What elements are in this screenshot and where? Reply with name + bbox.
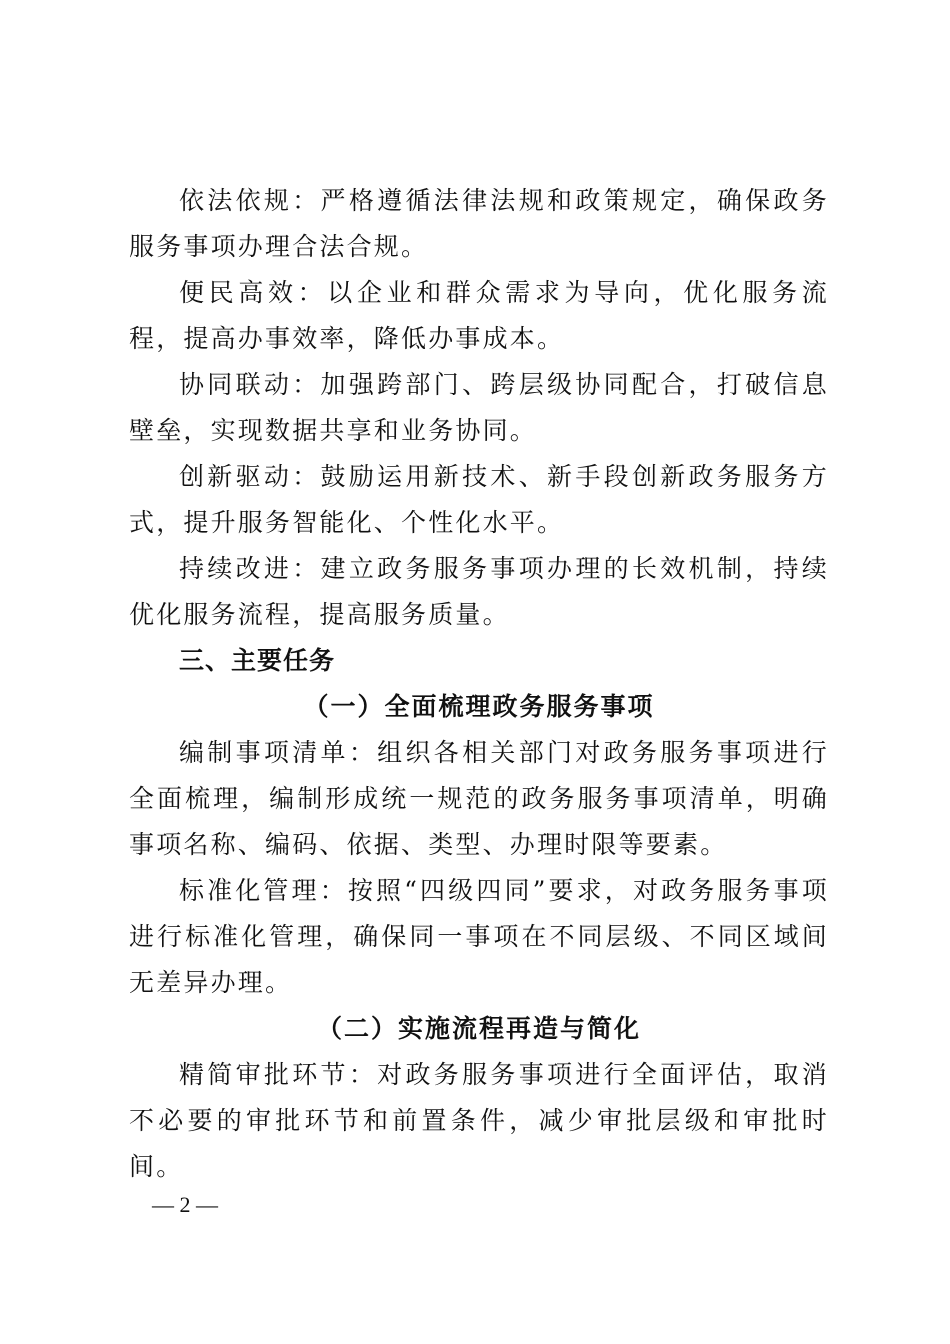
- section-heading: 三、主要任务: [179, 646, 336, 675]
- task-paragraph-1: 编制事项清单：组织各相关部门对政务服务事项进行全面梳理，编制形成统一规范的政务服务事项清单，明确事项名称、编码、依据、类型、办理时限等要素。: [129, 738, 829, 859]
- task-paragraph-3: 精简审批环节：对政务服务事项进行全面评估，取消不必要的审批环节和前置条件，减少审批层级和审批时间。: [129, 1060, 829, 1181]
- principle-paragraph-1: 依法依规：严格遵循法律法规和政策规定，确保政务服务事项办理合法合规。: [129, 186, 829, 261]
- subsection-2-title: （二）实施流程再造与简化: [316, 1014, 641, 1043]
- principle-paragraph-3: 协同联动：加强跨部门、跨层级协同配合，打破信息壁垒，实现数据共享和业务协同。: [129, 370, 829, 445]
- principle-paragraph-2: 便民高效：以企业和群众需求为导向，优化服务流程，提高办事效率，降低办事成本。: [129, 278, 829, 353]
- task-paragraph-2: 标准化管理：按照“四级四同”要求，对政务服务事项进行标准化管理，确保同一事项在不同层级、不同区域间无差异办理。: [129, 876, 829, 997]
- subsection-1-title: （一）全面梳理政务服务事项: [303, 692, 655, 721]
- principle-paragraph-4: 创新驱动：鼓励运用新技术、新手段创新政务服务方式，提升服务智能化、个性化水平。: [129, 462, 829, 537]
- page-number: — 2 —: [152, 1192, 218, 1217]
- principle-paragraph-5: 持续改进：建立政务服务事项办理的长效机制，持续优化服务流程，提高服务质量。: [129, 554, 829, 629]
